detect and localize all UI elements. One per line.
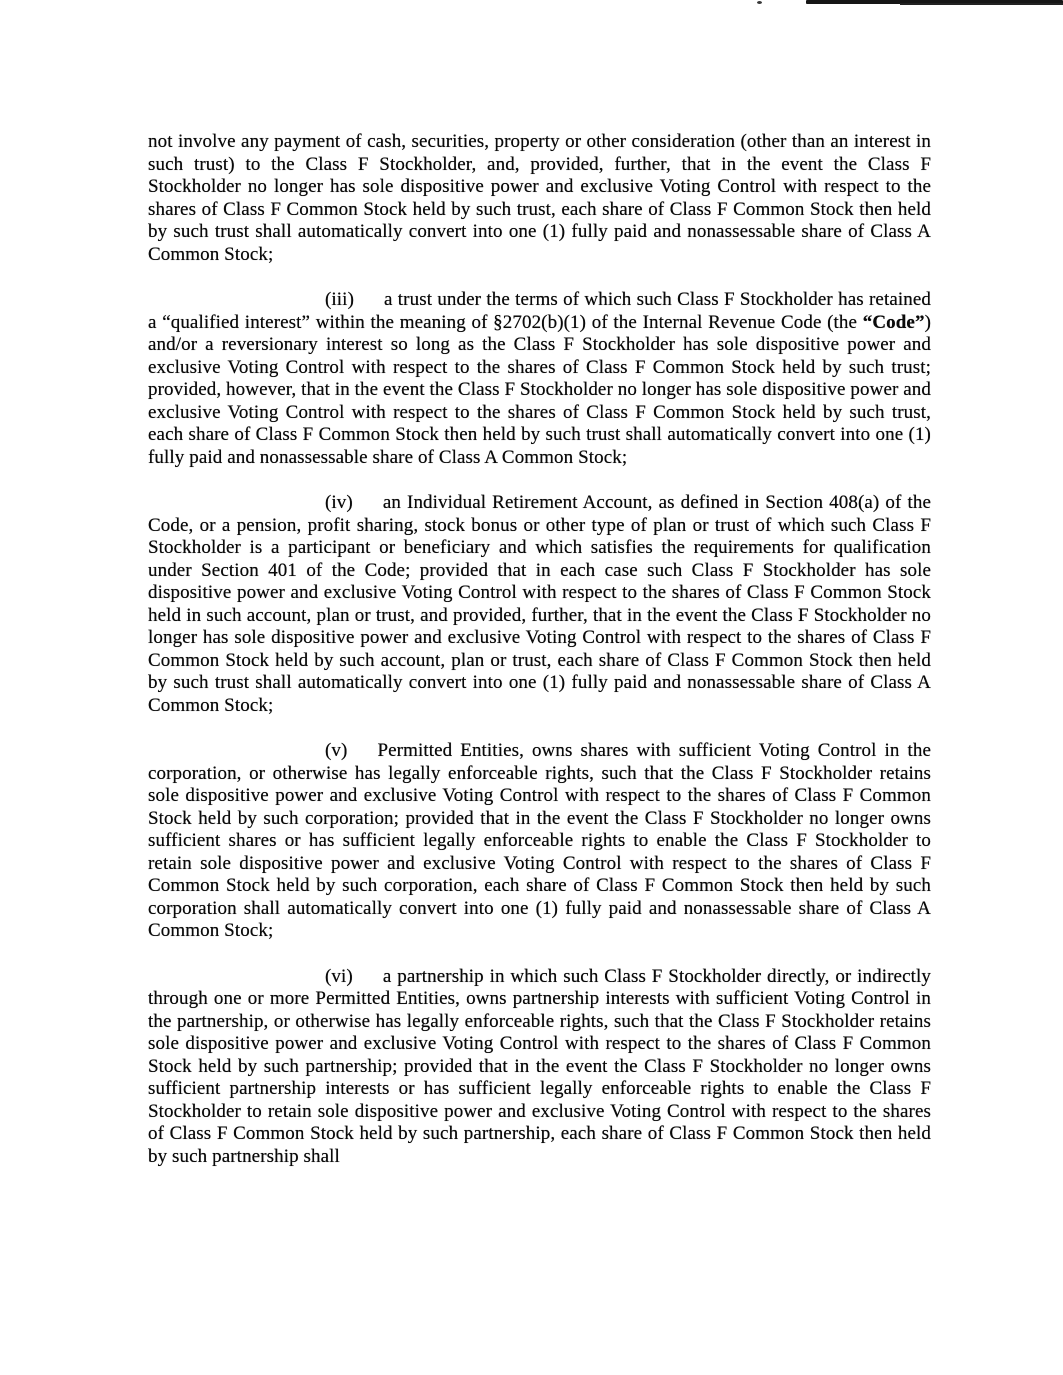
paragraph-number: (iii) <box>325 289 354 310</box>
text-run: a trust under the terms of which such Class F Stockholder has retained a “qualified interest” within the meaning of §2702(b)(1) of the Internal Revenue Code (the <box>148 289 931 333</box>
paragraph-iv <box>148 492 931 717</box>
text-run: not involve any payment of cash, securities, property or other consideration (other than an interest in such trust) to the Class F Stockholder, and, provided, further, that in the event the Class F Stockholder no longer has sole dispositive power and exclusive Voting Control with respect to the shares of Class F Common Stock held by such trust, each share of Class F Common Stock then held by such trust shall automatically convert into one (1) fully paid and nonassessable share of Class A Common Stock; <box>148 131 931 265</box>
defined-term: “Code” <box>862 311 925 333</box>
paragraph-v <box>148 740 931 943</box>
paragraph-number: (vi) <box>325 965 353 987</box>
paragraph-continuation <box>148 131 931 266</box>
paragraph-vi <box>148 966 931 1169</box>
text-run: a partnership in which such Class F Stockholder directly, or indirectly through one or more Permitted Entities, owns partnership interests with sufficient Voting Control in the partnership, or otherwise has legally enforceable rights, such that the Class F Stockholder retains sole dispositive power and exclusive Voting Control with respect to the shares of Class F Common Stock held by such partnership; provided that in the event the Class F Stockholder no longer owns sufficient partnership interests or has sufficient legally enforceable rights to enable the Class F Stockholder to retain sole dispositive power and exclusive Voting Control with respect to the shares of Class F Common Stock held by such partnership, each share of Class F Common Stock then held by such partnership shall <box>148 965 931 1167</box>
text-run: Permitted Entities, owns shares with sufficient Voting Control in the corporation, or otherwise has legally enforceable rights, such that the Class F Stockholder retains sole dispositive power and exclusive Voting Control with respect to the shares of Class F Common Stock held by such corporation; provided that in the event the Class F Stockholder no longer owns sufficient shares or has sufficient legally enforceable rights to enable the Class F Stockholder to retain sole dispositive power and exclusive Voting Control with respect to the shares of Class F Common Stock held by such corporation, each share of Class F Common Stock then held by such corporation shall automatically convert into one (1) fully paid and nonassessable share of Class A Common Stock; <box>148 740 931 941</box>
scan-artifact-dot <box>757 1 762 4</box>
text-run: ) and/or a reversionary interest so long as the Class F Stockholder has sole dispositive power and exclusive Voting Control with respect to the shares of Class F Common Stock held by such trust; provided, however, that in the event the Class F Stockholder no longer has sole dispositive power and exclusive Voting Control with respect to the shares of Class F Common Stock held by such trust, each share of Class F Common Stock then held by such trust shall automatically convert into one (1) fully paid and nonassessable share of Class A Common Stock; <box>148 311 931 468</box>
paragraph-number: (iv) <box>325 492 353 513</box>
document-body <box>148 131 931 1191</box>
paragraph-iii <box>148 289 931 469</box>
paragraph-number: (v) <box>325 740 348 761</box>
text-run: an Individual Retirement Account, as defined in Section 408(a) of the Code, or a pension, profit sharing, stock bonus or other type of plan or trust of which such Class F Stockholder is a participant or beneficiary and which satisfies the requirements for qualification under Section 401 of the Code; provided that in each case such Class F Stockholder has sole dispositive power and exclusive Voting Control with respect to the shares of Class F Common Stock held in such account, plan or trust, and provided, further, that in the event the Class F Stockholder no longer has sole dispositive power and exclusive Voting Control with respect to the shares of Class F Common Stock held by such account, plan or trust, each share of Class F Common Stock then held by such trust shall automatically convert into one (1) fully paid and nonassessable share of Class A Common Stock; <box>148 492 931 716</box>
scan-artifact-line-taper <box>900 3 1063 5</box>
